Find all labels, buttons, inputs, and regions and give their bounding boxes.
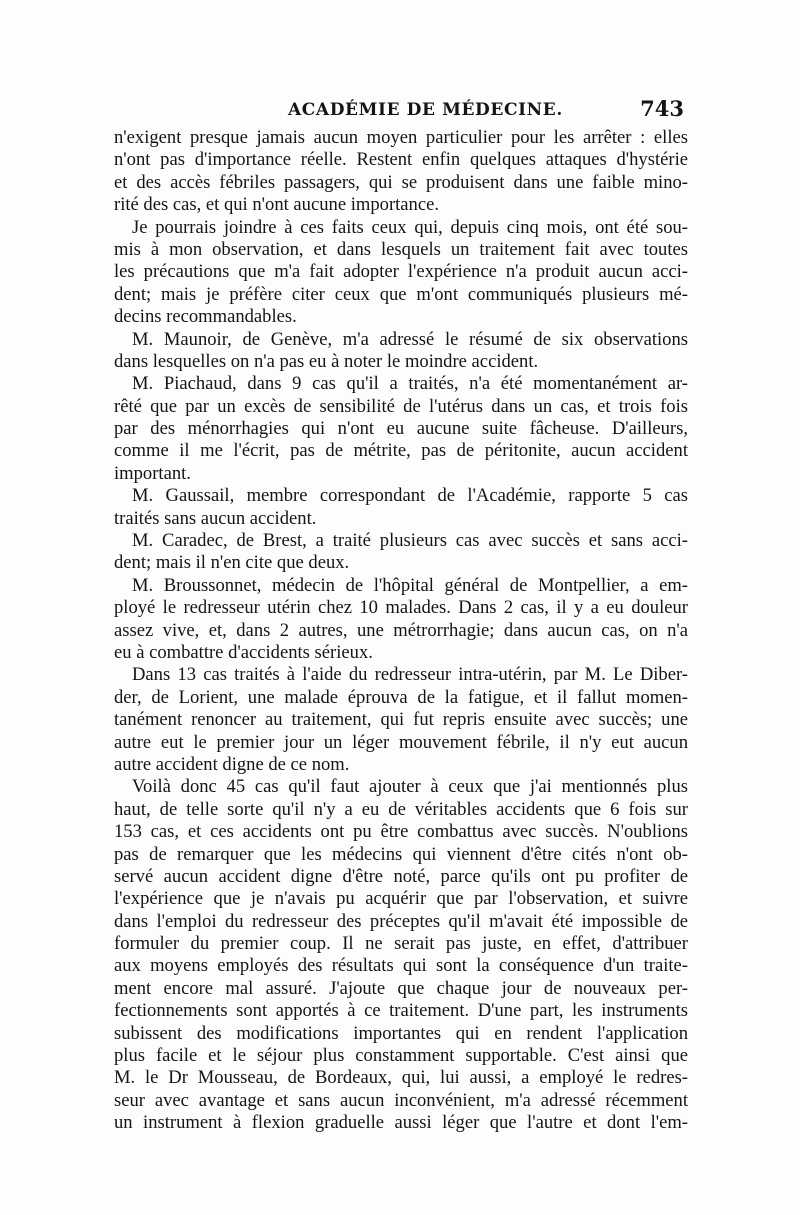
text-line: aux moyens employés des résultats qui sont la conséquence d'un traite- <box>114 955 688 977</box>
text-line: rité des cas, et qui n'ont aucune importance. <box>114 194 440 216</box>
text-line: autre accident digne de ce nom. <box>114 753 350 775</box>
text-line: M. le Dr Mousseau, de Bordeaux, qui, lui aussi, a employé le redres- <box>114 1067 688 1089</box>
text-line: M. Maunoir, de Genève, m'a adressé le résumé de six observations <box>132 328 688 350</box>
running-title: ACADÉMIE DE MÉDECINE. <box>288 100 563 120</box>
text-line: plus facile et le séjour plus constamment supportable. C'est ainsi que <box>114 1045 688 1067</box>
text-line: l'expérience que je n'avais pu acquérir que par l'observation, et suivre <box>114 888 688 910</box>
text-line: fectionnements sont apportés à ce traitement. D'une part, les instruments <box>114 1000 688 1022</box>
text-line: M. Caradec, de Brest, a traité plusieurs cas avec succès et sans acci- <box>132 530 688 552</box>
text-line: n'ont pas d'importance réelle. Restent enfin quelques attaques d'hystérie <box>114 149 688 171</box>
text-line: tanément renoncer au traitement, qui fut repris ensuite avec succès; une <box>114 709 688 731</box>
text-line: 153 cas, et ces accidents ont pu être combattus avec succès. N'oublions <box>114 821 688 843</box>
text-line: servé aucun accident digne d'être noté, parce qu'ils ont pu profiter de <box>114 865 688 887</box>
text-line: dans l'emploi du redresseur des préceptes qu'il m'avait été impossible de <box>114 910 688 932</box>
text-line: et des accès fébriles passagers, qui se produisent dans une faible mino- <box>114 171 688 193</box>
text-line: der, de Lorient, une malade éprouva de la fatigue, et il fallut momen- <box>114 686 688 708</box>
text-line: dent; mais je préfère citer ceux que m'ont communiqués plusieurs mé- <box>114 283 688 305</box>
text-line: M. Gaussail, membre correspondant de l'Académie, rapporte 5 cas <box>132 485 688 507</box>
text-line: ment encore mal assuré. J'ajoute que chaque jour de nouveaux per- <box>114 977 688 999</box>
text-line: mis à mon observation, et dans lesquels un traitement fait avec toutes <box>114 238 688 260</box>
text-line: traités sans aucun accident. <box>114 507 317 529</box>
text-line: eu à combattre d'accidents sérieux. <box>114 641 373 663</box>
text-line: n'exigent presque jamais aucun moyen particulier pour les arrêter : elles <box>114 127 688 148</box>
text-line: Voilà donc 45 cas qu'il faut ajouter à ceux que j'ai mentionnés plus <box>132 776 688 798</box>
text-line: dans lesquelles on n'a pas eu à noter le moindre accident. <box>114 350 539 372</box>
text-line: dent; mais il n'en cite que deux. <box>114 552 350 574</box>
text-line: M. Piachaud, dans 9 cas qu'il a traités, n'a été momentanément ar- <box>132 373 688 395</box>
text-line: subissent des modifications importantes qui en rendent l'application <box>114 1022 688 1044</box>
page-number: 743 <box>640 96 684 121</box>
text-line: autre eut le premier jour un léger mouvement fébrile, il n'y eut aucun <box>114 731 688 753</box>
page-header <box>114 96 688 126</box>
text-line: comme il me l'écrit, pas de métrite, pas de péritonite, aucun accident <box>114 440 688 462</box>
text-line: ployé le redresseur utérin chez 10 malades. Dans 2 cas, il y a eu douleur <box>114 597 688 619</box>
text-line: un instrument à flexion graduelle aussi léger que l'autre et dont l'em- <box>114 1112 688 1134</box>
text-line: les précautions que m'a fait adopter l'expérience n'a produit aucun acci- <box>114 261 688 283</box>
text-line: decins recommandables. <box>114 306 297 328</box>
text-line: par des ménorrhagies qui n'ont eu aucune suite fâcheuse. D'ailleurs, <box>114 418 688 440</box>
text-line: pas de remarquer que les médecins qui viennent d'être cités n'ont ob- <box>114 843 688 865</box>
text-line: assez vive, et, dans 2 autres, une métrorrhagie; dans aucun cas, on n'a <box>114 619 688 641</box>
body-text <box>114 127 688 1135</box>
text-line: important. <box>114 462 191 484</box>
text-line: M. Broussonnet, médecin de l'hôpital général de Montpellier, a em- <box>132 574 688 596</box>
text-line: seur avec avantage et sans aucun inconvénient, m'a adressé récemment <box>114 1089 688 1111</box>
text-line: haut, de telle sorte qu'il n'y a eu de véritables accidents que 6 fois sur <box>114 798 688 820</box>
text-line: formuler du premier coup. Il ne serait pas juste, en effet, d'attribuer <box>114 933 688 955</box>
text-line: rêté que par un excès de sensibilité de l'utérus dans un cas, et trois fois <box>114 395 688 417</box>
text-line: Je pourrais joindre à ces faits ceux qui, depuis cinq mois, ont été sou- <box>132 216 688 238</box>
text-line: Dans 13 cas traités à l'aide du redresseur intra-utérin, par M. Le Diber- <box>132 664 688 686</box>
